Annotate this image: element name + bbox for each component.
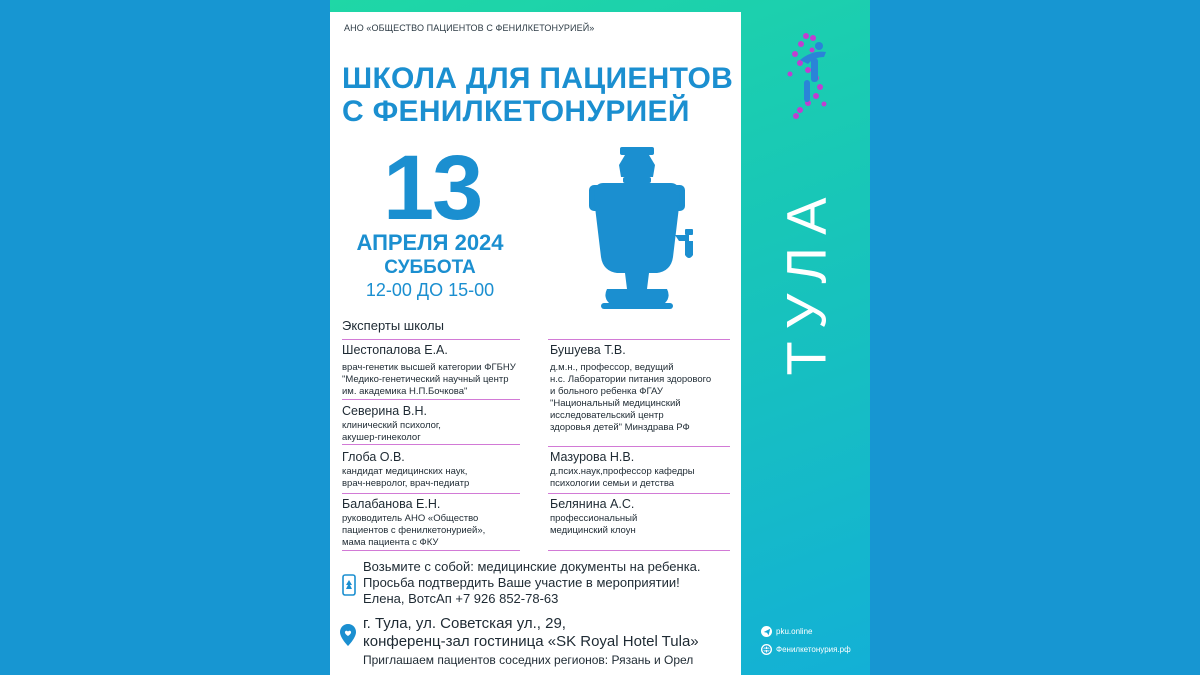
telegram-icon (761, 626, 772, 637)
phone-document-icon (342, 574, 356, 596)
divider (342, 399, 520, 400)
divider (342, 550, 520, 551)
expert-name: Мазурова Н.В. (550, 450, 635, 464)
divider (342, 339, 520, 340)
left-background (0, 0, 330, 675)
globe-icon (761, 644, 772, 655)
expert-card (550, 449, 695, 490)
expert-name: Глоба О.В. (342, 450, 405, 464)
bring-info: Возьмите с собой: медицинские документы на ребенка. Просьба подтвердить Ваше участие в мероприятии! Елена, ВотсАп +7 926 852-78-63 (363, 559, 701, 606)
divider (548, 446, 730, 447)
social-link-telegram[interactable] (761, 626, 812, 637)
expert-card (550, 342, 711, 434)
event-month-year: АПРЕЛЯ 2024 (356, 230, 504, 255)
title-line-2: С ФЕНИЛКЕТОНУРИЕЙ (342, 95, 690, 128)
event-weekday: СУББОТА (384, 257, 476, 278)
poster-sheet (330, 12, 741, 675)
expert-card (342, 496, 485, 549)
divider (548, 339, 730, 340)
social-label: Фенилкетонурия.рф (776, 645, 851, 654)
divider (548, 493, 730, 494)
divider (342, 493, 520, 494)
expert-card (342, 342, 516, 398)
expert-description: руководитель АНО «Общество пациентов с фенилкетонурией», мама пациента с ФКУ (342, 513, 486, 548)
divider (548, 550, 730, 551)
samovar-icon (585, 147, 710, 317)
page-title (342, 62, 733, 128)
social-label: pku.online (776, 627, 813, 636)
event-time: 12-00 ДО 15-00 (365, 280, 495, 300)
event-poster (330, 0, 870, 675)
expert-name: Балабанова Е.Н. (342, 497, 441, 511)
expert-description: д.м.н., профессор, ведущий н.с. Лаборатории питания здорового и больного ребенка ФГАУ "Национальный медицинский исследовательский центр здоровья детей" Минздрава РФ (550, 362, 712, 433)
event-day: 13 (383, 137, 482, 239)
social-link-website[interactable] (761, 644, 851, 655)
expert-card (550, 496, 637, 537)
invite-text: Приглашаем пациентов соседних регионов: Рязань и Орел (363, 653, 694, 667)
expert-name: Белянина А.С. (550, 497, 635, 511)
location-pin-icon (339, 623, 357, 647)
expert-description: врач-генетик высшей категории ФГБНУ "Медико-генетический научный центр им. академика Н.П.Бочкова" (342, 362, 516, 397)
expert-description: д.псих.наук,профессор кафедры психологии семьи и детства (550, 466, 695, 489)
city-name: ТУЛА (774, 184, 838, 376)
dna-person-logo (778, 30, 838, 120)
expert-description: кандидат медицинских наук, врач-невролог, врач-педиатр (342, 466, 470, 489)
title-line-1: ШКОЛА ДЛЯ ПАЦИЕНТОВ (342, 62, 734, 95)
expert-name: Шестопалова Е.А. (342, 343, 448, 357)
organization-name: АНО «ОБЩЕСТВО ПАЦИЕНТОВ С ФЕНИЛКЕТОНУРИЕЙ» (344, 23, 595, 33)
experts-heading: Эксперты школы (342, 318, 444, 333)
expert-name: Северина В.Н. (342, 404, 428, 418)
divider (342, 444, 520, 445)
event-address: г. Тула, ул. Советская ул., 29, конференц-зал гостиница «SK Royal Hotel Tula» (363, 615, 699, 650)
expert-description: клинический психолог, акушер-гинеколог (342, 420, 441, 443)
expert-card (342, 403, 441, 444)
expert-name: Бушуева Т.В. (550, 343, 626, 357)
expert-card (342, 449, 469, 490)
expert-description: профессиональный медицинский клоун (550, 513, 638, 536)
right-background (870, 0, 1200, 675)
